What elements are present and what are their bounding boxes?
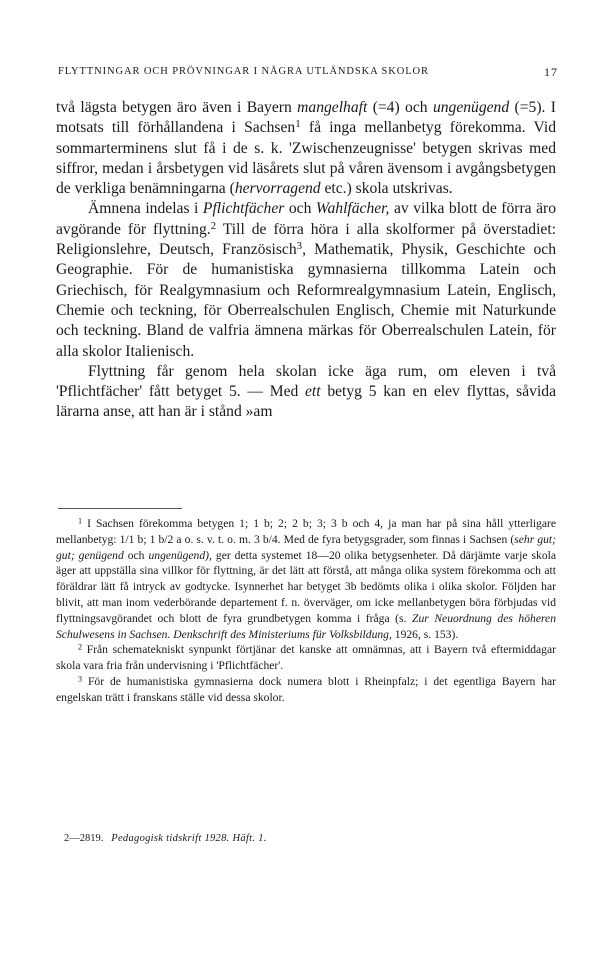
text-run: 1926, s. 153). [391, 627, 459, 641]
text-run: ger detta systemet 18—20 olika betygsenheter. Då därjämte varje skola äger att uppställa sina villkor för flyttning, är det lätt att förstå, att många olika system förekomma och att föräldrar lätt få intryck av godtycke. Isynnerhet har betyget 3b bedömts olika i olika skolor. Följden har blivit, att man inom vederbörande departement f. n. överväger, om icke mellanbetygen böra förbjudas vid flyttningsavgörandet och blott de fyra grundbetygen komma i fråga (s. [56, 548, 556, 625]
page-number: 17 [544, 65, 558, 79]
text-run: , Mathematik, Physik, Geschichte och Geographie. För de humanistiska gymnasierna tillkomma Latein och Griechisch, för Realgymnasium och Reformrealgymnasium Latein, Englisch, Chemie och teckning, för Oberrealschulen Englisch, Chemie mit Naturkunde och teckning. Bland de valfria ämnena märkas för Oberrealschulen Latein, för alla skolor Italienisch. [56, 241, 556, 360]
main-text [56, 98, 556, 423]
italic-text: sehr gut; gut; genügend [56, 532, 556, 562]
text-run: av vilka blott de förra äro avgörande för flyttning. [56, 200, 557, 238]
text-run: Till de förra höra i alla skolformer på överstadiet: Religionslehre, Deutsch, Französisch [56, 220, 556, 259]
text-run: Ämnena indelas i [88, 200, 203, 218]
page-footer [64, 833, 267, 844]
text-run: (=4) och [367, 99, 433, 116]
italic-text: mangelhaft [297, 99, 368, 116]
text-run: Flyttning får genom hela skolan icke äga rum, om eleven i två 'Pflichtfächer' fått betyget 5. — Med [56, 362, 556, 401]
running-header [58, 66, 558, 77]
paragraph [56, 199, 556, 361]
footnote-1 [56, 516, 556, 642]
print-signature: 2—2819. [64, 833, 104, 844]
text-run: få inga mellanbetyg förekomma. Vid sommarterminens slut få i de s. k. 'Zwischenzeugnisse' betygen skrivas med siffror, medan i årsbetygen vid läsårets slut på våren ävensom i avgångsbetygen de verkliga benämningarna ( [56, 119, 556, 198]
text-run: För de humanistiska gymnasierna dock numera blott i Rheinpfalz; i det egentliga Bayern har engelskan trätt i franskans ställe vid dessa skolor. [56, 674, 556, 704]
footnote-marker: 2 [78, 642, 83, 652]
text-run: Från schematekniskt synpunkt förtjänar det kanske att omnämnas, att i Bayern två eftermiddagar skola vara fria från undervisning i 'Pflichtfächer'. [56, 643, 556, 673]
text-run: och [284, 200, 316, 218]
text-run: (=5). I motsats till förhållandena i Sachsen [56, 99, 556, 137]
footnote-marker: 2 [210, 219, 217, 232]
paragraph [56, 98, 556, 199]
text-run: betyg 5 kan en elev flyttas, såvida lärarna anse, att han är i stånd »am [56, 383, 556, 421]
footnote-2 [56, 642, 556, 674]
footnotes [56, 516, 556, 706]
italic-text: ungenügend [432, 99, 510, 116]
italic-text: Pflichtfächer [202, 200, 285, 218]
italic-text: Zur Neuordnung des höheren Schulwesens in Sachsen. Denkschrift des Ministeriums für Volksbildung, [56, 611, 556, 641]
italic-text: ungenügend), [148, 548, 212, 562]
journal-reference: Pedagogisk tidskrift 1928. Häft. 1. [111, 833, 267, 844]
running-title: FLYTTNINGAR OCH PRÖVNINGAR I NÅGRA UTLÄNDSKA SKOLOR [58, 66, 429, 77]
footnote-marker: 3 [78, 674, 83, 684]
text-run: och [123, 548, 149, 562]
footnote-marker: 3 [296, 240, 303, 253]
paragraph [56, 362, 556, 423]
footnote-marker: 1 [295, 118, 301, 131]
footnote-3 [56, 674, 556, 706]
text-run: I Sachsen förekomma betygen 1; 1 b; 2; 2 b; 3; 3 b och 4, ja man har på sina håll ytterligare mellanbetyg: 1/1 b; 1 b/2 a o. s. v. t. o. m. 3 b/4. Med de fyra betygsgrader, som finnas i Sachsen ( [56, 517, 556, 546]
italic-text: ett [305, 383, 321, 401]
italic-text: hervorragend [234, 180, 321, 198]
text-run: två lägsta betygen äro även i Bayern [56, 99, 298, 116]
footnote-divider [58, 508, 182, 509]
text-run: etc.) skola utskrivas. [320, 180, 453, 198]
footnote-marker: 1 [78, 516, 83, 526]
italic-text: Wahlfächer, [315, 200, 390, 218]
